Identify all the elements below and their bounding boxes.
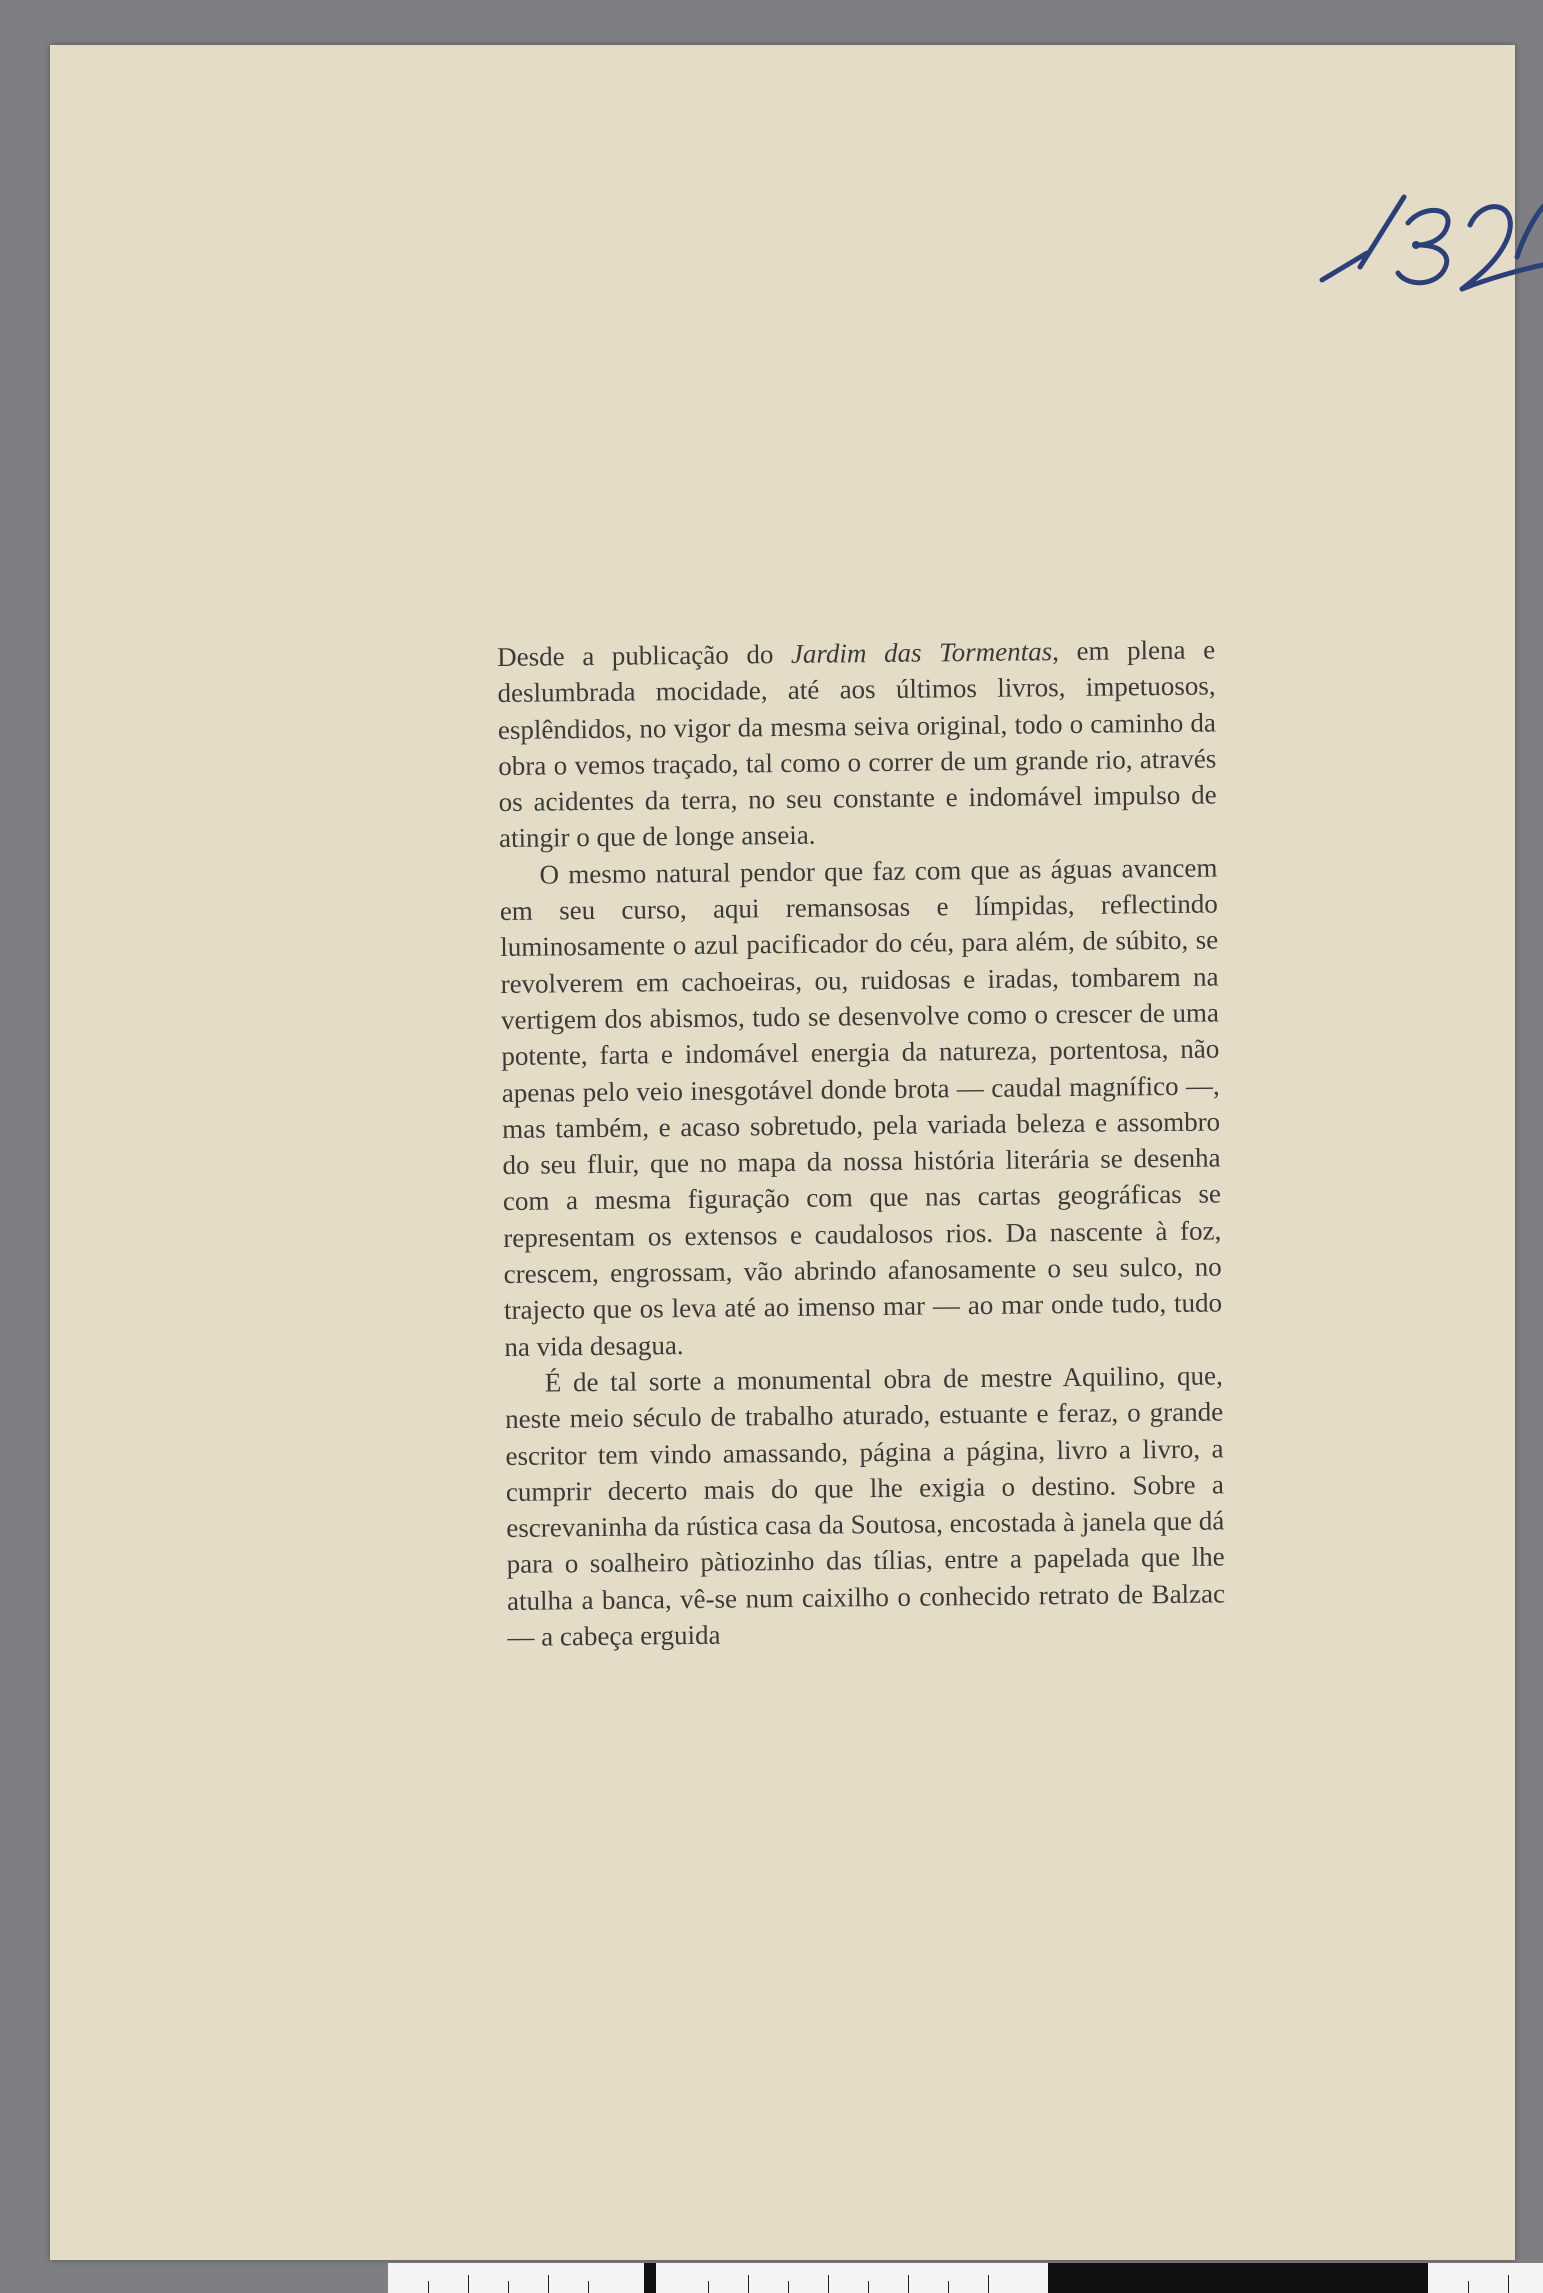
body-text (497, 631, 1226, 1655)
paragraph-1-lead: Desde a publicação do (497, 638, 792, 672)
ruler-tick (1508, 2275, 1509, 2293)
ruler-tick (868, 2281, 869, 2293)
ruler-segment (1048, 2263, 1428, 2293)
ruler-tick (428, 2281, 429, 2293)
document-page (50, 45, 1515, 2260)
handwritten-number-drawing (1312, 185, 1543, 305)
paragraph-1-rest: , em plena e deslumbrada mocidade, até aos últimos livros, impetuosos, esplêndidos, no vigor da mesma seiva original, todo o caminho da obra o vemos traçado, tal como o correr de um grande rio, através os acidentes da terra, no seu constante e indomável impulso de atingir o que de longe anseia. (497, 634, 1217, 854)
ruler-tick (508, 2281, 509, 2293)
ruler-tick (1468, 2281, 1469, 2293)
ruler-tick (548, 2275, 549, 2293)
book-title: Jardim das Tormentas (790, 636, 1053, 669)
scale-ruler (388, 2263, 1543, 2293)
handwritten-page-number (1312, 185, 1543, 305)
paragraph-1 (497, 631, 1217, 856)
ruler-tick (788, 2281, 789, 2293)
ruler-tick (468, 2275, 469, 2293)
ruler-tick (748, 2275, 749, 2293)
ruler-tick (948, 2281, 949, 2293)
ruler-tick (988, 2275, 989, 2293)
paragraph-2: O mesmo natural pendor que faz com que as águas avancem em seu curso, aqui remansosas e límpidas, reflectindo luminosamente o azul pacificador do céu, para além, de súbito, se revolverem em cachoeiras, ou, ruidosas e iradas, tombarem na vertigem dos abismos, tudo se desenvolve como o crescer de uma potente, farta e indomável energia da natureza, portentosa, não apenas pelo veio inesgotável donde brota — caudal magnífico —, mas também, e acaso sobretudo, pela variada beleza e assombro do seu fluir, que no mapa da nossa história literária se desenha com a mesma figuração com que nas cartas geográficas se representam os extensos e caudalosos rios. Da nascente à foz, crescem, engrossam, vão abrindo afanosamente o seu sulco, no trajecto que os leva até ao imenso mar — ao mar onde tudo, tudo na vida desagua. (499, 852, 1223, 1362)
ruler-tick (588, 2281, 589, 2293)
paragraph-3: É de tal sorte a monumental obra de mestre Aquilino, que, neste meio século de trabalho aturado, estuante e feraz, o grande escritor tem vindo amassando, página a página, livro a livro, a cumprir decerto mais do que lhe exigia o destino. Sobre a escrevaninha da rústica casa da Soutosa, encostada à janela que dá para o soalheiro pàtiozinho das tílias, entre a papelada que lhe atulha a banca, vê-se num caixilho o conhecido retrato de Balzac — a cabeça erguida (505, 1360, 1226, 1652)
ruler-tick (828, 2275, 829, 2293)
ruler-segment (644, 2263, 656, 2293)
ruler-tick (908, 2275, 909, 2293)
ruler-tick (708, 2281, 709, 2293)
